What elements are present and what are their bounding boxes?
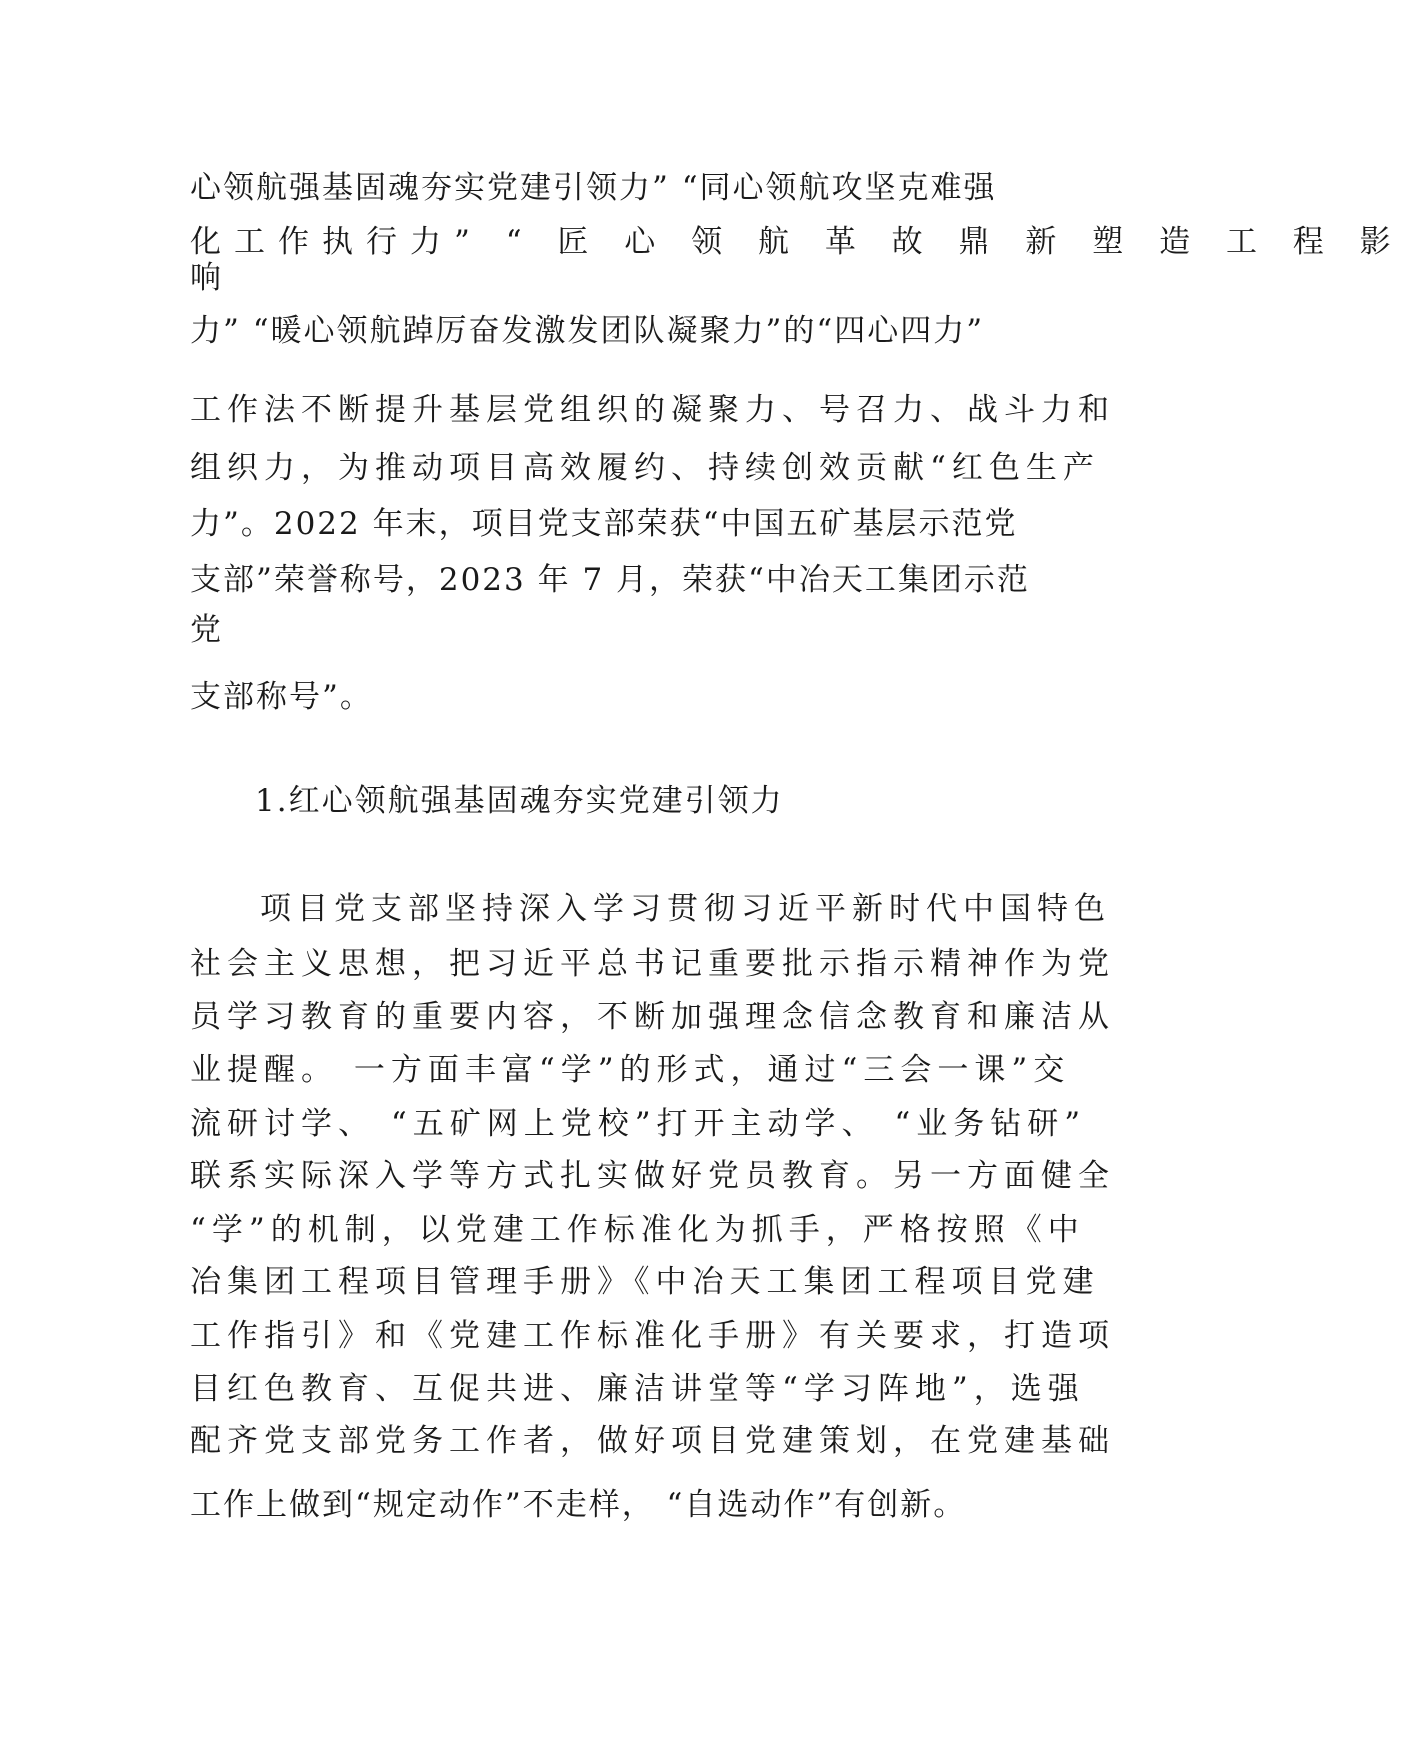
text-line: 组织力，为推动项目高效履约、持续创效贡献“红色生产 xyxy=(190,450,1100,486)
text-line: 员学习教育的重要内容，不断加强理念信念教育和廉洁从 xyxy=(190,999,1115,1035)
text-line: 工作上做到“规定动作”不走样， “自选动作”有创新。 xyxy=(190,1487,967,1523)
text-line: 工作指引》和《党建工作标准化手册》有关要求，打造项 xyxy=(190,1318,1115,1354)
text-line: 社会主义思想，把习近平总书记重要批示指示精神作为党 xyxy=(190,946,1115,982)
text-line: 心领航强基固魂夯实党建引领力” “同心领航攻坚克难强 xyxy=(190,170,997,206)
text-line: 支部”荣誉称号，2023 年 7 月，荣获“中冶天工集团示范 xyxy=(190,562,1030,598)
section-heading: 1.红心领航强基固魂夯实党建引领力 xyxy=(255,783,784,819)
text-line: 党 xyxy=(190,612,223,648)
text-line: 力”。2022 年末，项目党支部荣获“中国五矿基层示范党 xyxy=(190,506,1018,542)
text-line: 力” “暖心领航踔厉奋发激发团队凝聚力”的“四心四力” xyxy=(190,313,985,349)
text-line: 流研讨学、 “五矿网上党校”打开主动学、 “业务钻研” xyxy=(190,1106,1087,1142)
text-line: “学”的机制，以党建工作标准化为抓手，严格按照《中 xyxy=(190,1212,1085,1248)
text-line: 工作法不断提升基层党组织的凝聚力、号召力、战斗力和 xyxy=(190,392,1115,428)
text-line: 目红色教育、互促共进、廉洁讲堂等“学习阵地”，选强 xyxy=(190,1371,1085,1407)
text-line: 业提醒。 一方面丰富“学”的形式，通过“三会一课”交 xyxy=(190,1052,1071,1088)
text-line: 冶集团工程项目管理手册》《中冶天工集团工程项目党建 xyxy=(190,1264,1100,1300)
text-line: 项目党支部坚持深入学习贯彻习近平新时代中国特色 xyxy=(260,891,1111,927)
text-line: 配齐党支部党务工作者，做好项目党建策划，在党建基础 xyxy=(190,1423,1115,1459)
text-line: 响 xyxy=(190,260,223,296)
text-line: 联系实际深入学等方式扎实做好党员教育。另一方面健全 xyxy=(190,1158,1115,1194)
text-line: 支部称号”。 xyxy=(190,679,373,715)
text-line: 化工作执行力” “ 匠 心 领 航 革 故 鼎 新 塑 造 工 程 影 xyxy=(190,224,1404,260)
